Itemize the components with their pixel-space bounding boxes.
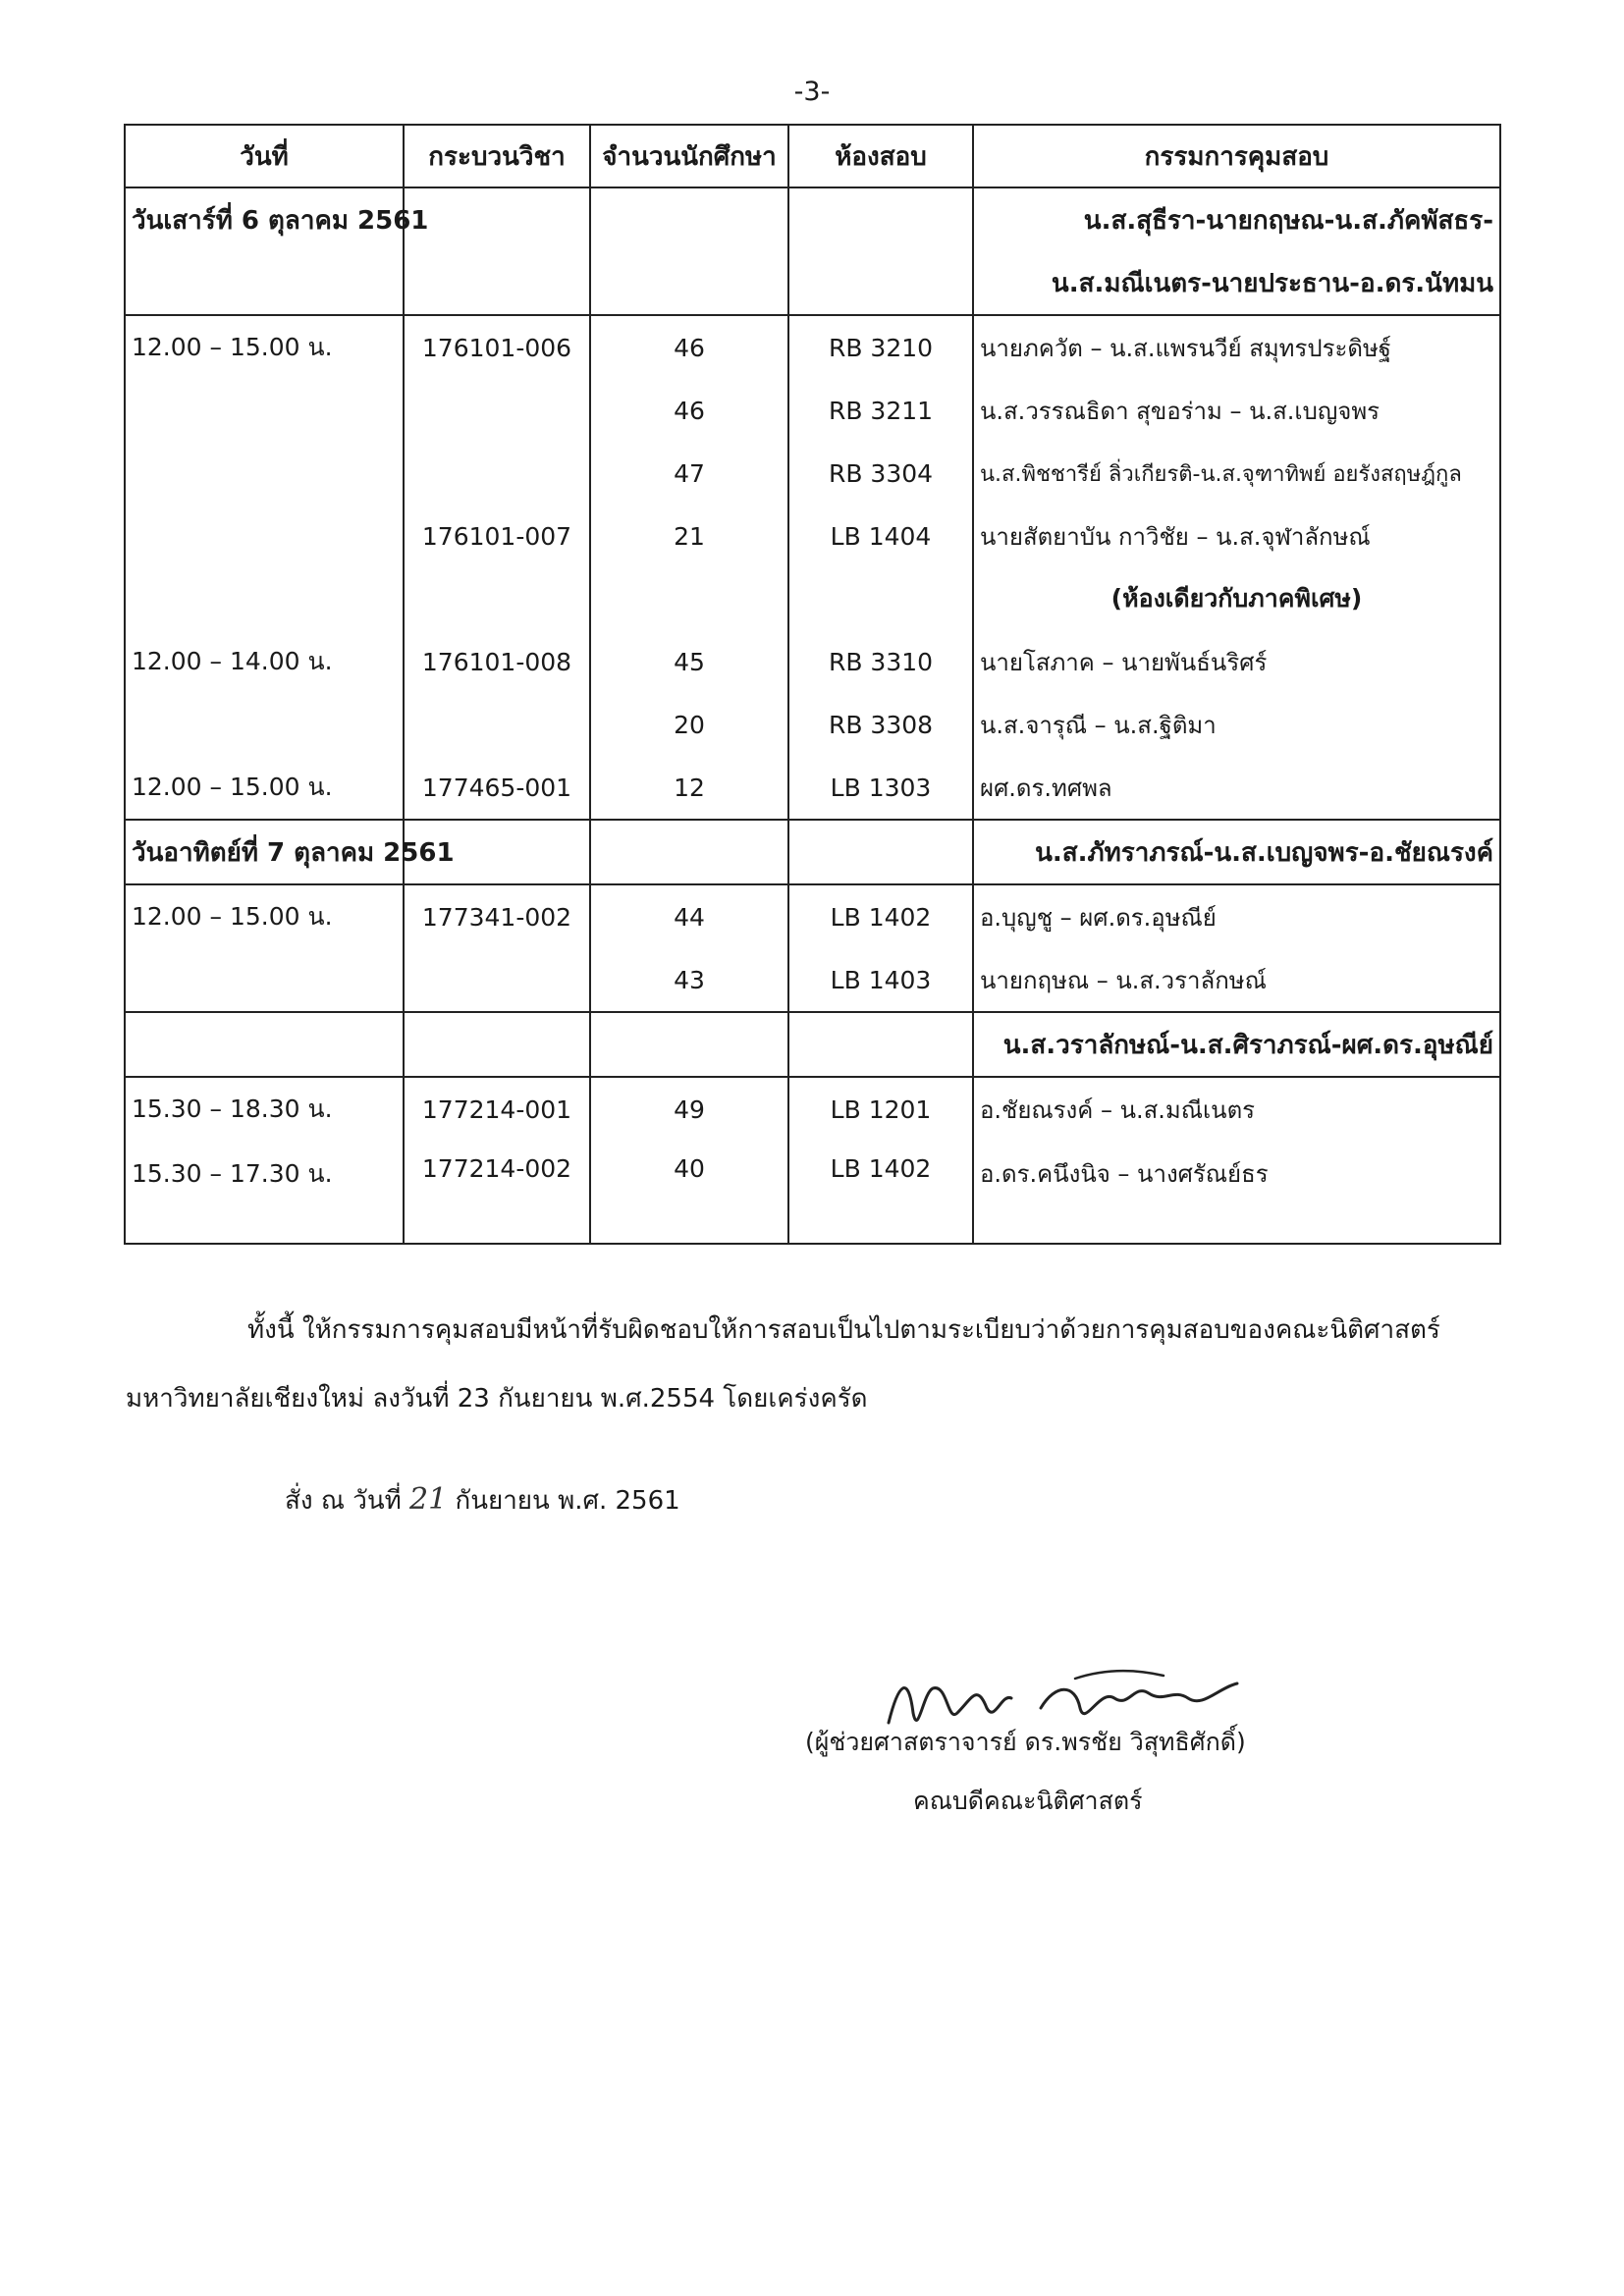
session-proctors: น.ส.วราลักษณ์-น.ส.ศิราภรณ์-ผศ.ดร.อุษณีย์ xyxy=(973,1012,1500,1077)
day-proctors: น.ส.สุธีรา-นายกฤษณ-น.ส.ภัคพัสธร- xyxy=(973,187,1500,251)
proctors-cell: น.ส.พิชชารีย์ ลิ่วเกียรติ-น.ส.จุฑาทิพย์ อยรังสฤษฎ์กูล xyxy=(973,442,1500,505)
table-row xyxy=(125,379,1500,442)
time-cell: 12.00 – 15.00 น. xyxy=(125,884,404,948)
room-cell: LB 1403 xyxy=(788,948,973,1012)
order-date-day: 21 xyxy=(409,1482,448,1517)
course-cell: 177214-002 xyxy=(404,1141,590,1244)
order-date xyxy=(285,1480,680,1521)
header-date: วันที่ xyxy=(125,125,404,187)
regulation-text-line1: ทั้งนี้ ให้กรรมการคุมสอบมีหน้าที่รับผิดชอบให้การสอบเป็นไปตามระเบียบว่าด้วยการคุมสอบของคณะนิติศาสตร์ xyxy=(247,1315,1440,1345)
header-proctors: กรรมการคุมสอบ xyxy=(973,125,1500,187)
room-cell: LB 1303 xyxy=(788,756,973,820)
students-cell: 21 xyxy=(590,505,788,567)
room-cell: RB 3308 xyxy=(788,693,973,756)
header-students: จำนวนนักศึกษา xyxy=(590,125,788,187)
proctors-cell: น.ส.จารุณี – น.ส.ฐิติมา xyxy=(973,693,1500,756)
day-proctors: น.ส.มณีเนตร-นายประธาน-อ.ดร.นัทมน xyxy=(973,251,1500,315)
session-header-row xyxy=(125,1012,1500,1077)
page-number: -3- xyxy=(793,77,831,107)
course-cell: 176101-007 xyxy=(404,505,590,567)
proctors-cell: นายสัตยาบัน กาวิชัย – น.ส.จุฬาลักษณ์ xyxy=(973,505,1500,567)
day-label: วันเสาร์ที่ 6 ตุลาคม 2561 xyxy=(125,187,404,251)
time-cell: 12.00 – 15.00 น. xyxy=(125,315,404,379)
students-cell: 46 xyxy=(590,315,788,379)
course-cell: 177214-001 xyxy=(404,1077,590,1141)
course-cell xyxy=(404,948,590,1012)
room-cell: LB 1201 xyxy=(788,1077,973,1141)
course-cell xyxy=(404,567,590,630)
order-date-suffix: กันยายน พ.ศ. 2561 xyxy=(455,1486,680,1516)
students-cell: 40 xyxy=(590,1141,788,1244)
proctors-cell: นายโสภาค – นายพันธ์นริศร์ xyxy=(973,630,1500,693)
room-cell: RB 3211 xyxy=(788,379,973,442)
day-header-row xyxy=(125,820,1500,884)
table-row xyxy=(125,756,1500,820)
course-cell: 177341-002 xyxy=(404,884,590,948)
course-cell: 177465-001 xyxy=(404,756,590,820)
table-row xyxy=(125,1077,1500,1141)
proctors-cell: นายภควัต – น.ส.แพรนวีย์ สมุทรประดิษฐ์ xyxy=(973,315,1500,379)
course-cell: 176101-008 xyxy=(404,630,590,693)
students-cell: 45 xyxy=(590,630,788,693)
course-cell xyxy=(404,442,590,505)
header-room: ห้องสอบ xyxy=(788,125,973,187)
room-cell: RB 3310 xyxy=(788,630,973,693)
students-cell: 20 xyxy=(590,693,788,756)
proctors-cell: น.ส.วรรณธิดา สุขอร่าม – น.ส.เบญจพร xyxy=(973,379,1500,442)
signatory-name: (ผู้ช่วยศาสตราจารย์ ดร.พรชัย วิสุทธิศักดิ์) xyxy=(805,1728,1246,1756)
day-label: วันอาทิตย์ที่ 7 ตุลาคม 2561 xyxy=(125,820,404,884)
proctors-cell: อ.ชัยณรงค์ – น.ส.มณีเนตร xyxy=(973,1077,1500,1141)
room-cell: LB 1404 xyxy=(788,505,973,567)
course-cell: 176101-006 xyxy=(404,315,590,379)
time-cell: 15.30 – 17.30 น. xyxy=(125,1141,404,1244)
table-header-row xyxy=(125,125,1500,187)
time-cell xyxy=(125,379,404,442)
course-cell xyxy=(404,693,590,756)
time-cell xyxy=(125,567,404,630)
time-cell: 15.30 – 18.30 น. xyxy=(125,1077,404,1141)
time-cell: 12.00 – 14.00 น. xyxy=(125,630,404,693)
table-row xyxy=(125,505,1500,567)
exam-schedule-table xyxy=(124,124,1501,1245)
students-cell: 46 xyxy=(590,379,788,442)
time-cell: 12.00 – 15.00 น. xyxy=(125,756,404,820)
room-cell: RB 3210 xyxy=(788,315,973,379)
table-row xyxy=(125,442,1500,505)
table-row xyxy=(125,948,1500,1012)
table-row xyxy=(125,693,1500,756)
proctors-cell: อ.บุญชู – ผศ.ดร.อุษณีย์ xyxy=(973,884,1500,948)
students-cell: 12 xyxy=(590,756,788,820)
time-cell xyxy=(125,442,404,505)
day-header-row xyxy=(125,187,1500,251)
table-row xyxy=(125,1141,1500,1244)
time-cell xyxy=(125,693,404,756)
signatory-title: คณบดีคณะนิติศาสตร์ xyxy=(913,1787,1143,1815)
table-row xyxy=(125,630,1500,693)
students-cell: 44 xyxy=(590,884,788,948)
table-row xyxy=(125,884,1500,948)
students-cell: 43 xyxy=(590,948,788,1012)
room-cell: RB 3304 xyxy=(788,442,973,505)
course-cell xyxy=(404,379,590,442)
header-course: กระบวนวิชา xyxy=(404,125,590,187)
students-cell: 49 xyxy=(590,1077,788,1141)
room-cell: LB 1402 xyxy=(788,884,973,948)
regulation-text-line2: มหาวิทยาลัยเชียงใหม่ ลงวันที่ 23 กันยายน พ.ศ.2554 โดยเคร่งครัด xyxy=(126,1384,868,1414)
room-cell xyxy=(788,567,973,630)
table-row xyxy=(125,567,1500,630)
proctors-cell: อ.ดร.คนึงนิจ – นางศรัณย์ธร xyxy=(973,1141,1500,1244)
time-cell xyxy=(125,505,404,567)
time-cell xyxy=(125,948,404,1012)
table-row xyxy=(125,315,1500,379)
proctors-note: (ห้องเดียวกับภาคพิเศษ) xyxy=(973,567,1500,630)
day-proctors: น.ส.ภัทราภรณ์-น.ส.เบญจพร-อ.ชัยณรงค์ xyxy=(973,820,1500,884)
proctors-cell: ผศ.ดร.ทศพล xyxy=(973,756,1500,820)
proctors-cell: นายกฤษณ – น.ส.วราลักษณ์ xyxy=(973,948,1500,1012)
students-cell xyxy=(590,567,788,630)
order-date-prefix: สั่ง ณ วันที่ xyxy=(285,1486,402,1516)
room-cell: LB 1402 xyxy=(788,1141,973,1244)
students-cell: 47 xyxy=(590,442,788,505)
day-header-row xyxy=(125,251,1500,315)
